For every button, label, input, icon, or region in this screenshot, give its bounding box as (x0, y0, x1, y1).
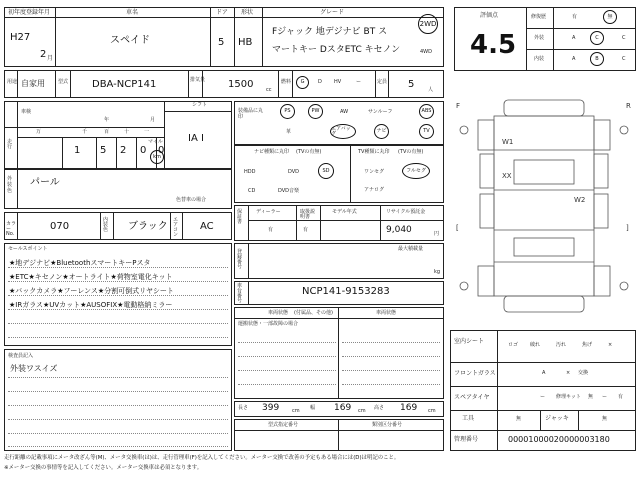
fuel-g-circle: G (296, 76, 309, 89)
height-unit: cm (428, 408, 436, 414)
equip-leather: 革 (286, 129, 292, 135)
use-value: 自家用 (21, 79, 45, 88)
diagram-label-xx: XX (502, 172, 512, 180)
tools-value: 無 (516, 416, 522, 422)
sales-point-line-3: ★バックカメラ★フーレンス★分割可倒式リヤシート (9, 287, 174, 295)
exterior-a: A (572, 35, 576, 41)
seat-opt-5: × (608, 342, 613, 348)
model-value: スペイド (110, 35, 150, 46)
max-load-label: 最大積載量 (398, 246, 424, 252)
shape-label: 形状 (241, 9, 254, 16)
fuel-other: ー (356, 79, 362, 85)
shape-value: HB (238, 37, 253, 48)
model-label: 車名 (126, 9, 139, 16)
handoff-label: 車両状態 (268, 310, 289, 316)
sales-point-line-2: ★ETC★キセノン★オートライト★荷物室電化キット (9, 273, 173, 281)
ac-label: エアコン (173, 217, 179, 238)
vehicle-number-label: 車台番号 (237, 283, 243, 304)
exterior-c: C (622, 35, 626, 41)
interior-color-value: ブラック (128, 221, 168, 232)
mile-label: マイル (148, 139, 163, 145)
vehicle-damage-diagram (450, 90, 638, 326)
nav-type-sub: (TVの有無) (296, 149, 322, 155)
displacement-unit: cc (266, 87, 272, 93)
windshield-opt-a: A (542, 370, 546, 376)
shift-value: IA I (188, 133, 204, 144)
tv-oneseg: ワンセグ (364, 169, 385, 175)
unit-hyaku: 百 (104, 129, 110, 135)
vehicle-inspection-label: 車検 (21, 109, 32, 115)
spare-opt-2: 修理キット (556, 394, 581, 400)
repair-yes: 有 (572, 14, 578, 20)
seats-value: 5 (408, 79, 415, 90)
height-label: 高さ (374, 405, 385, 411)
digit-man: 1 (74, 145, 81, 156)
doors-value: 5 (218, 37, 225, 48)
windshield-label: フロントガラス (454, 370, 496, 377)
width-unit: cm (358, 408, 366, 414)
seat-opt-3: 汚れ (556, 342, 567, 348)
nav-type-label: ナビ種類に丸印 (254, 149, 290, 155)
tools-label: 工具 (462, 415, 475, 422)
manual-label: 取扱説明書 (300, 209, 316, 220)
recycle-value: 9,040 (386, 225, 412, 235)
equip-ps-circle: PS (280, 104, 295, 119)
displacement-label: 排気量 (190, 77, 206, 83)
fuel-hv: HV (334, 79, 342, 85)
car-outline (460, 100, 628, 312)
repair-no-circle: 無 (603, 10, 617, 24)
first-reg-era: H27 (10, 32, 31, 43)
color-change-note: 色替車の場合 (176, 197, 207, 203)
condition-note-label: 車両状態 (376, 310, 397, 316)
sales-point-line-1: ★地デジナビ★BluetoothスマートキーPスタ (9, 259, 151, 267)
interior-label: 内装 (534, 56, 545, 62)
windshield-opt-x: × (566, 370, 571, 376)
equip-tv-circle: TV (419, 124, 434, 139)
width-value: 169 (334, 403, 352, 413)
diagram-label-f: F (456, 102, 461, 110)
interior-c: C (622, 56, 626, 62)
tv-analog: アナログ (364, 187, 385, 193)
spare-opt-3: 無 (588, 394, 594, 400)
grade-label: グレード (320, 9, 345, 16)
digit-hyaku: 2 (120, 145, 127, 156)
admin-value: 00001000020000003180 (508, 435, 610, 444)
color-label: 外装色 (7, 176, 13, 194)
running-label: 走行 (7, 139, 13, 150)
header-row (4, 7, 444, 67)
type-label: 型式 (58, 79, 69, 85)
footer-line-2: ※メーター交換の事情等を記入してください。メーター交換車は必須となります。 (4, 465, 203, 471)
drive-4wd-label: 4WD (420, 49, 432, 55)
fuel-label: 燃料 (281, 79, 292, 85)
unit-sen: 千 (82, 129, 88, 135)
nav-hdd: HDD (244, 169, 256, 175)
admin-label: 管理番号 (454, 436, 479, 443)
first-reg-label: 初年度登録年月 (8, 9, 51, 16)
tv-fullseg-circle: フルセグ (402, 163, 430, 179)
max-load-unit: kg (434, 269, 441, 275)
color-value: パール (30, 177, 60, 188)
color-code-row (4, 212, 232, 240)
nav-dvd-music: DVD音楽 (278, 188, 300, 194)
seat-label: 室内シート (454, 338, 485, 345)
height-value: 169 (400, 403, 418, 413)
unit-ichi: 一 (144, 129, 150, 135)
equip-pw-circle: PW (308, 104, 323, 119)
color-code-label: カラーNo. (6, 221, 17, 237)
inspector-label: 検査員記入 (8, 353, 34, 359)
jack-label: ジャッキ (545, 415, 569, 422)
displacement-value: 1500 (228, 79, 254, 90)
diagram-bracket-2: ] (626, 224, 629, 232)
seat-opt-2: 破れ (530, 342, 541, 348)
equip-sunroof: サンルーフ (368, 109, 393, 115)
tv-type-sub: (TVの有無) (398, 149, 424, 155)
unit-juu: 十 (124, 129, 130, 135)
seats-label: 定員 (377, 79, 388, 85)
digit-ichi: 0 (158, 145, 165, 156)
exterior-label: 外装 (534, 35, 545, 41)
grade-line2: マートキー DスタETC キセノン (272, 45, 401, 55)
interior-selected-circle: B (590, 52, 604, 66)
width-label: 幅 (310, 405, 316, 411)
seat-opt-4: 焦げ (582, 342, 593, 348)
handoff-pre: 運搬状態・一部故障の場合 (238, 321, 299, 327)
length-label: 長さ (238, 405, 249, 411)
grade-line1: Fジャック 地デジナビ BT ス (272, 27, 388, 37)
score-value: 4.5 (470, 30, 517, 60)
vehicle-inspection-year: 年 (104, 117, 110, 123)
nav-dvd: DVD (288, 169, 300, 175)
fuel-d: D (318, 79, 322, 85)
diagram-label-w2: W2 (574, 196, 586, 204)
right-table (450, 330, 636, 451)
diagram-bracket-1: [ (456, 224, 459, 232)
equip-airbag-circle: エアバッグ (330, 124, 356, 139)
spare-opt-1: ー (540, 394, 546, 400)
use-label: 用途 (7, 79, 18, 85)
inspector-value: 外装ワスイズ (10, 364, 58, 373)
equip-aw: AW (340, 109, 349, 115)
seat-opt-1: ロゴ (508, 342, 519, 348)
exterior-selected-circle: C (590, 31, 604, 45)
score-label: 評価点 (480, 12, 499, 19)
doors-label: ドア (216, 9, 228, 16)
jack-value: 無 (602, 416, 608, 422)
max-load-side-label: 登録番号 (237, 249, 243, 270)
equip-navi-circle: ナビ (374, 124, 389, 139)
km-circle: km (150, 150, 164, 164)
drive-2wd-circle: 2WD (418, 14, 438, 34)
interior-color-label: 内装色 (103, 217, 109, 233)
nav-sd-circle: SD (318, 163, 334, 179)
first-reg-month: 2 (40, 49, 47, 60)
model-year-label: モデル年式 (332, 209, 357, 215)
first-reg-unit: 月 (47, 55, 54, 62)
sales-point-label: セールスポイント (8, 246, 48, 252)
dealer-label: ディーラー (256, 209, 281, 215)
color-code-value: 070 (50, 221, 70, 232)
length-value: 399 (262, 403, 280, 413)
type-cert-label: 型式指定番号 (268, 422, 299, 428)
unit-man: 万 (36, 129, 42, 135)
spare-opt-5: 有 (618, 394, 624, 400)
vehicle-inspection-month: 月 (150, 117, 156, 123)
class-label: 類別区分番号 (372, 422, 403, 428)
color-block (4, 169, 232, 209)
vehicle-number-value: NCP141-9153283 (302, 286, 390, 297)
seats-unit: 人 (428, 87, 434, 93)
equip-abs-circle: ABS (419, 104, 434, 119)
dealer-value: 有 (268, 227, 274, 233)
handoff-sub: (付属品、その他) (294, 310, 333, 316)
footer-line-1: 走行距離の記載事項にメータ改ざん等(M)、メータ交換車(は)は、走行管理車(F)を記入してください。メーター交換で改善の予定もある場合には(D)は明記のこと。 (4, 455, 400, 461)
diagram-label-r: R (626, 102, 631, 110)
equipment-label: 装備品に丸印 (238, 108, 264, 120)
tv-type-label: TV種類に丸印 (358, 149, 390, 155)
spare-label: スペアタイヤ (454, 394, 490, 401)
interior-a: A (572, 56, 576, 62)
sales-point-line-4: ★IRガラス★UVカット★AUSOFIX★電動格納ミラー (9, 301, 173, 309)
cert-block (234, 419, 444, 451)
spare-opt-4: ー (602, 394, 608, 400)
windshield-opt-change: 交換 (578, 370, 589, 376)
recycle-unit: 円 (434, 231, 440, 237)
digit-sen: 5 (100, 145, 107, 156)
diagram-label-w1: W1 (502, 138, 514, 146)
ac-value: AC (200, 221, 214, 232)
nav-cd: CD (248, 188, 256, 194)
shift-label: シフト (192, 102, 208, 108)
recycle-label: リサイクル預託金 (386, 209, 426, 215)
type-value: DBA-NCP141 (92, 79, 157, 90)
length-unit: cm (292, 408, 300, 414)
manual-value: 有 (303, 227, 309, 233)
digit-juu: 0 (140, 145, 147, 156)
repair-label: 修復歴 (531, 14, 547, 20)
warranty-side-label: 保証書 (237, 209, 243, 225)
